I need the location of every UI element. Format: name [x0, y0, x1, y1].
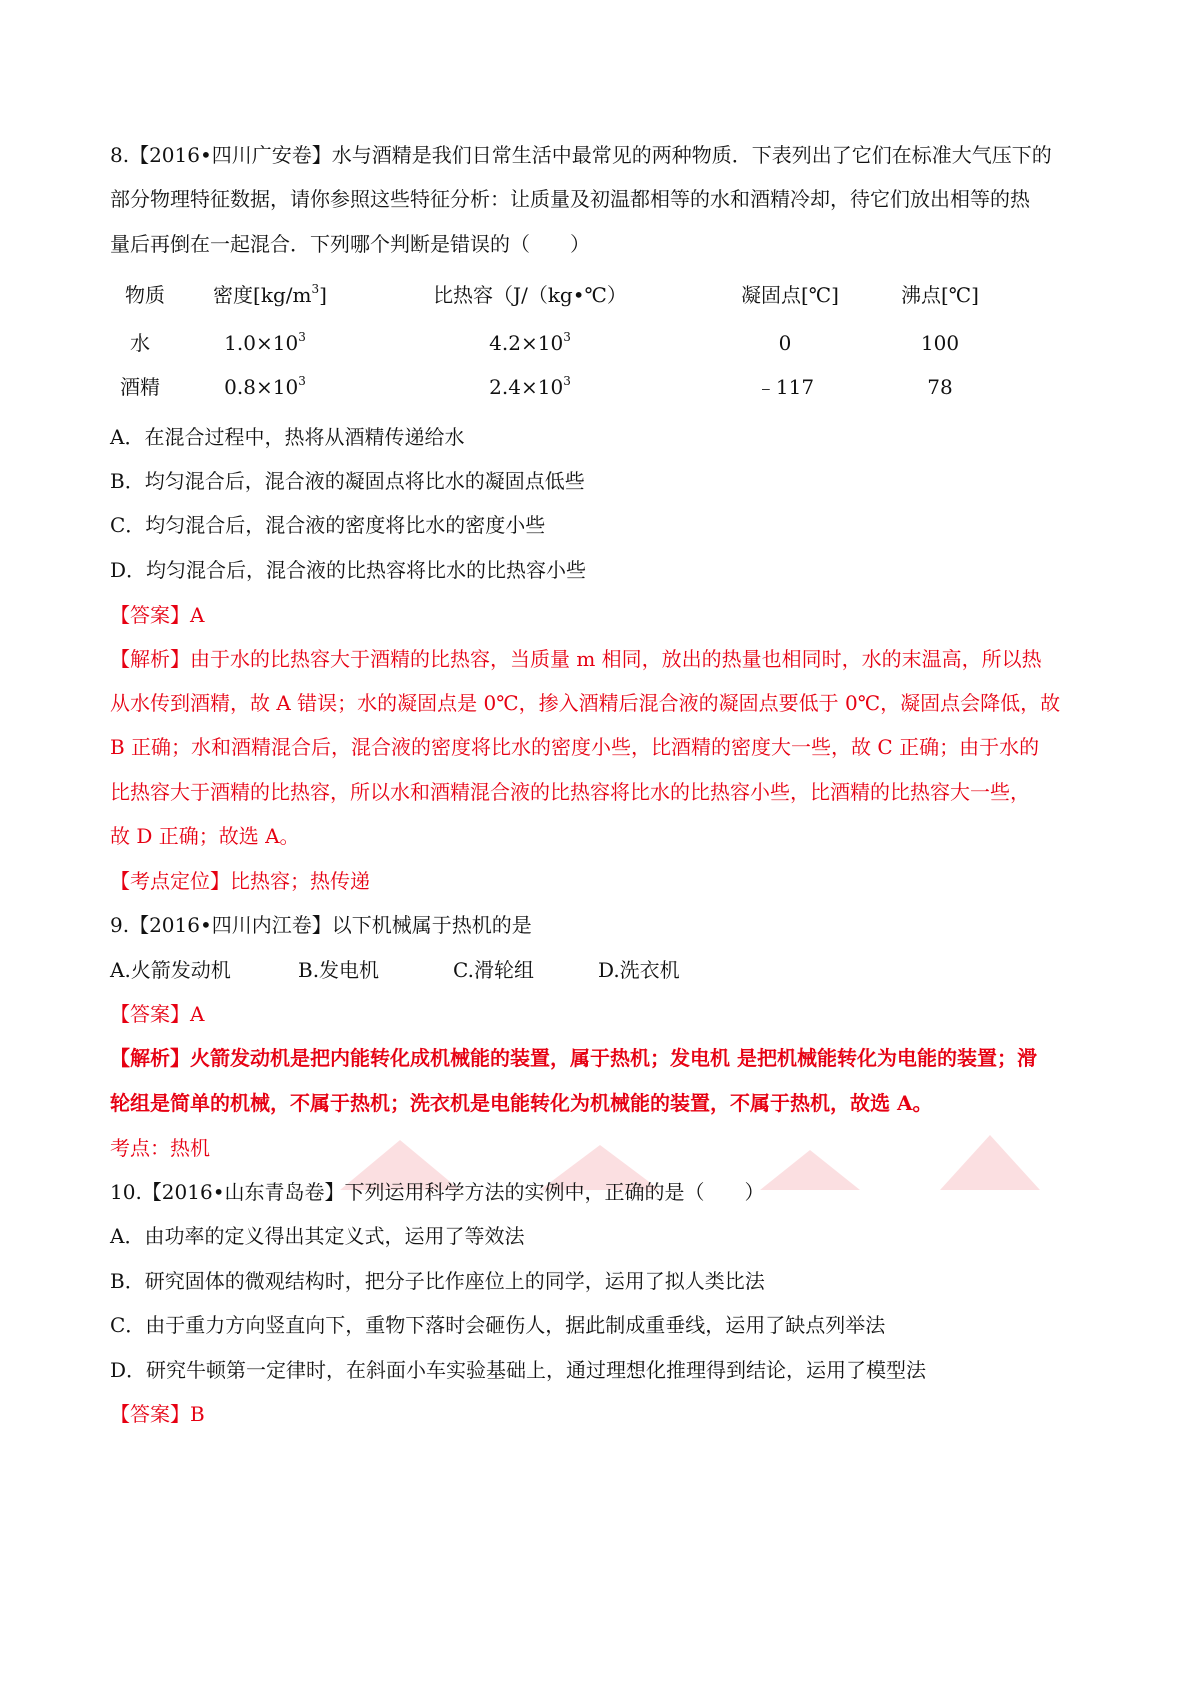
q8-stem-line-2: 部分物理特征数据，请你参照这些特征分析：让质量及初温都相等的水和酒精冷却，待它们放出相等的热 [110, 187, 1030, 211]
table-row-alcohol-density: $0.8\times 10^3$ [224, 374, 306, 399]
q8-stem-line-1: 8.【2016•四川广安卷】水与酒精是我们日常生活中最常见的两种物质．下表列出了它们在标准大气压下的 [110, 143, 1052, 167]
table-row-alcohol-heat: $2.4\times 10^3$ [489, 374, 571, 399]
q9-stem: 9.【2016•四川内江卷】以下机械属于热机的是 [110, 913, 532, 937]
q9-option-c: C.滑轮组 [453, 958, 534, 982]
q10-option-a: A．由功率的定义得出其定义式，运用了等效法 [110, 1224, 525, 1248]
table-header-boiling-point: 沸点[℃] [901, 283, 979, 307]
q10-option-d: D．研究牛顿第一定律时，在斜面小车实验基础上，通过理想化推理得到结论，运用了模型法 [110, 1358, 927, 1382]
table-header-heat-capacity: 比热容（J/（kg•℃） [433, 283, 627, 307]
q8-analysis-line-3: B 正确；水和酒精混合后，混合液的密度将比水的密度小些，比酒精的密度大一些，故 C 正确；由于水的 [110, 735, 1040, 759]
q9-answer: 【答案】A [110, 1002, 205, 1026]
q8-analysis-line-5: 故 D 正确；故选 A。 [110, 824, 300, 848]
q9-option-a: A.火箭发动机 [110, 958, 231, 982]
q8-option-c: C．均匀混合后，混合液的密度将比水的密度小些 [110, 513, 546, 537]
table-row-alcohol-name: 酒精 [120, 375, 160, 399]
q10-answer: 【答案】B [110, 1402, 205, 1426]
q10-stem: 10.【2016•山东青岛卷】下列运用科学方法的实例中，正确的是（ ） [110, 1180, 765, 1204]
q8-option-b: B．均匀混合后，混合液的凝固点将比水的凝固点低些 [110, 469, 585, 493]
table-row-water-name: 水 [130, 331, 150, 355]
q9-analysis-line-2: 轮组是简单的机械，不属于热机；洗衣机是电能转化为机械能的装置，不属于热机，故选 A。 [110, 1091, 933, 1115]
table-header-freezing-point: 凝固点[℃] [741, 283, 839, 307]
q8-stem-line-3: 量后再倒在一起混合．下列哪个判断是错误的（ ） [110, 232, 590, 256]
q8-analysis-line-1: 【解析】由于水的比热容大于酒精的比热容，当质量 m 相同，放出的热量也相同时，水的末温高，所以热 [110, 647, 1042, 671]
table-row-water-boil: 100 [920, 331, 960, 355]
table-row-water-freeze: 0 [778, 331, 792, 355]
q10-option-b: B．研究固体的微观结构时，把分子比作座位上的同学，运用了拟人类比法 [110, 1269, 765, 1293]
q9-analysis-line-1: 【解析】火箭发动机是把内能转化成机械能的装置，属于热机；发电机 是把机械能转化为电能的装置；滑 [110, 1046, 1037, 1070]
table-header-density: 密度$[kg/m^3]$ [213, 282, 327, 307]
table-row-water-density: $1.0\times 10^3$ [224, 330, 306, 355]
q8-analysis-line-4: 比热容大于酒精的比热容，所以水和酒精混合液的比热容将比水的比热容小些，比酒精的比热容大一些， [110, 780, 1030, 804]
q8-option-d: D．均匀混合后，混合液的比热容将比水的比热容小些 [110, 558, 587, 582]
q9-knowledge-point: 考点：热机 [110, 1136, 210, 1160]
q8-answer: 【答案】A [110, 603, 205, 627]
q9-options [110, 957, 680, 983]
table-row-water-heat: $4.2\times 10^3$ [489, 330, 571, 355]
table-row-alcohol-boil: 78 [927, 375, 953, 399]
q10-option-c: C．由于重力方向竖直向下，重物下落时会砸伤人，据此制成重垂线，运用了缺点列举法 [110, 1313, 886, 1337]
q8-option-a: A．在混合过程中，热将从酒精传递给水 [110, 425, 465, 449]
q8-analysis-line-2: 从水传到酒精，故 A 错误；水的凝固点是 0℃，掺入酒精后混合液的凝固点要低于 0℃，凝固点会降低，故 [110, 691, 1061, 715]
table-row-alcohol-freeze: ﹣117 [755, 375, 815, 399]
q9-option-d: D.洗衣机 [598, 958, 680, 982]
q8-knowledge-point: 【考点定位】比热容；热传递 [110, 869, 370, 893]
table-header-substance: 物质 [125, 283, 165, 307]
q9-option-b: B.发电机 [298, 958, 380, 982]
